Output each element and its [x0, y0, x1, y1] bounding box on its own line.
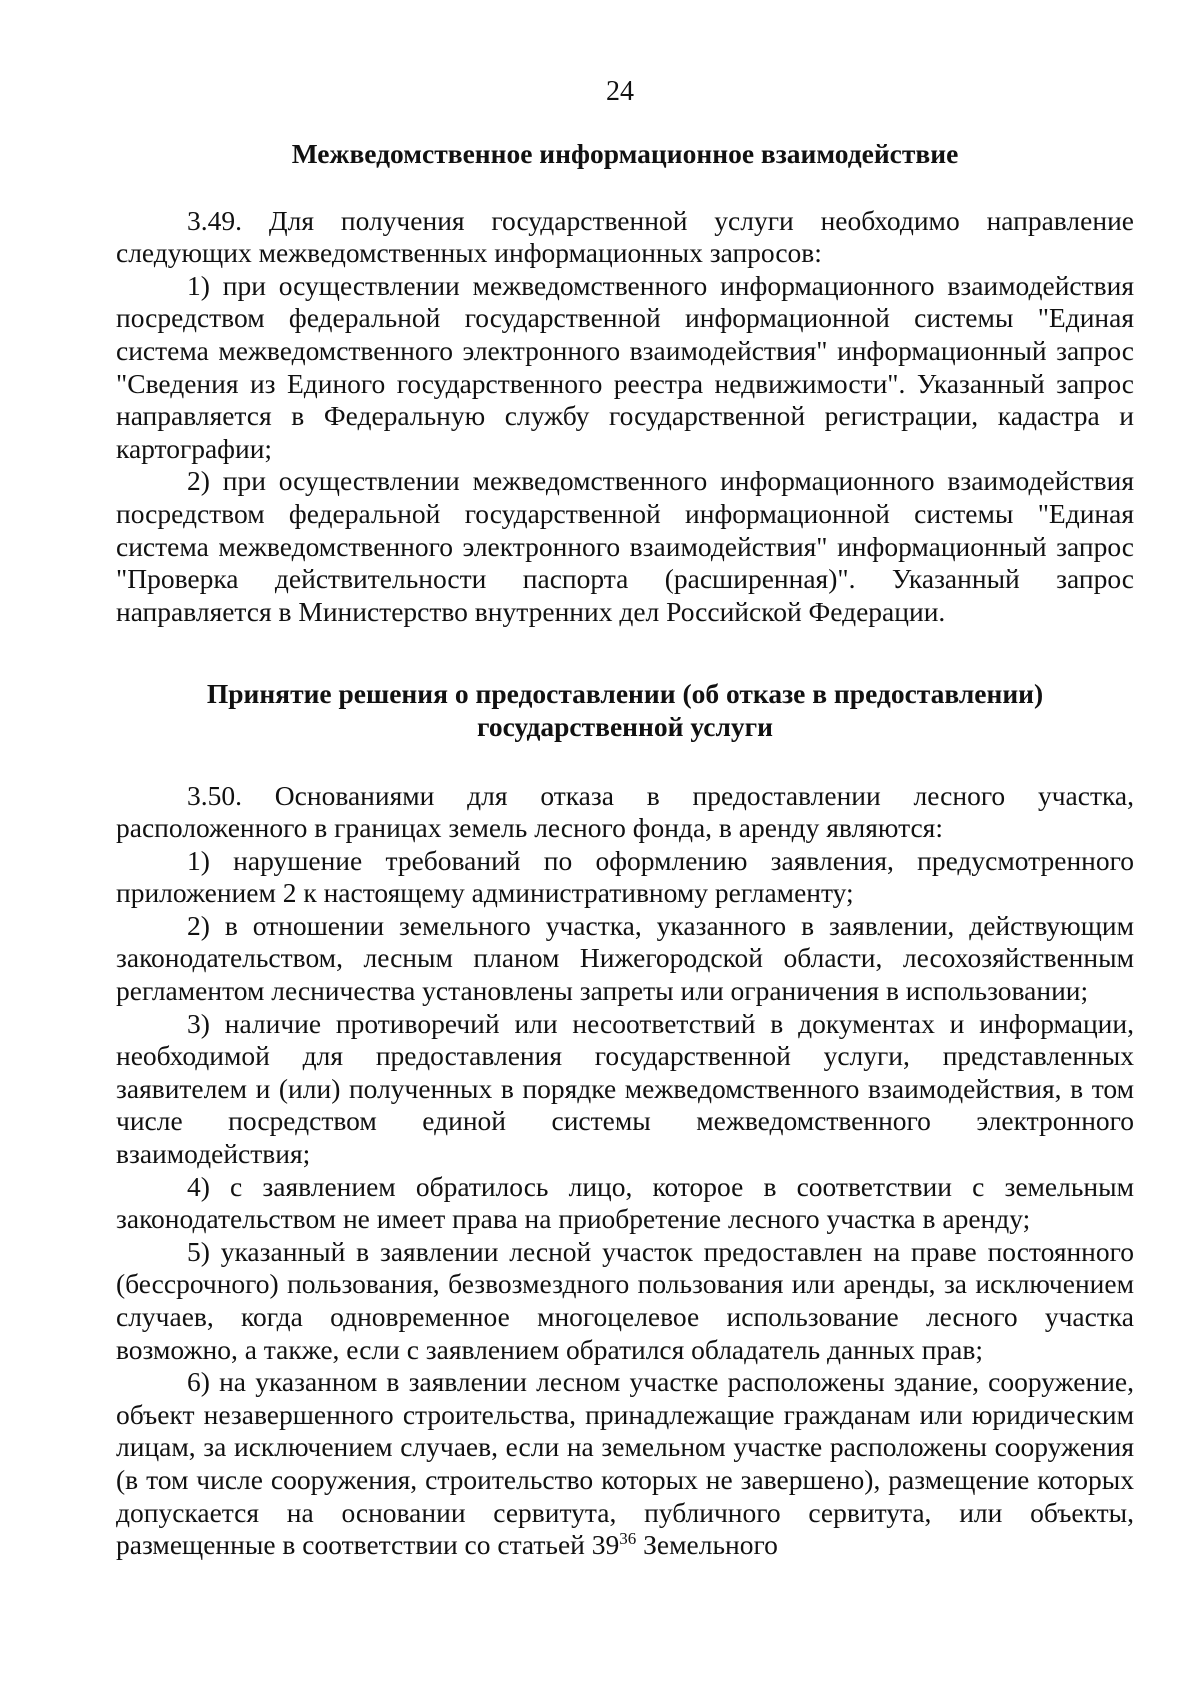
refusal-item-6-text-end: Земельного [636, 1529, 778, 1561]
section-heading-decision [116, 678, 1134, 743]
list-item-1: 1) при осуществлении межведомственного информационного взаимодействия посредством федеральной государственной информационной системы "Единая система межведомственного электронного взаимодействия" информационный запрос "Сведения из Единого государственного реестра недвижимости". Указанный запрос направляется в Федеральную службу государственной регистрации, кадастра и картографии; [116, 269, 1134, 464]
page-content [116, 138, 1134, 1562]
page-number: 24 [606, 76, 634, 107]
section-heading-interagency: Межведомственное информационное взаимодействие [291, 138, 959, 169]
refusal-item-3: 3) наличие противоречий или несоответствий в документах и информации, необходимой для предоставления государственной услуги, представленных заявителем и (или) полученных в порядке межведомственного взаимодействия, в том числе посредством единой системы межведомственного электронного взаимодействия; [116, 1007, 1134, 1170]
list-item-2: 2) при осуществлении межведомственного информационного взаимодействия посредством федеральной государственной информационной системы "Единая система межведомственного электронного взаимодействия" информационный запрос "Проверка действительности паспорта (расширенная)". Указанный запрос направляется в Министерство внутренних дел Российской Федерации. [116, 465, 1134, 627]
article-superscript: 36 [619, 1529, 637, 1548]
section-heading-decision-line2: государственной услуги [477, 710, 773, 742]
refusal-item-4: 4) с заявлением обратилось лицо, которое в соответствии с земельным законодательством не имеет права на приобретение лесного участка в аренду; [116, 1170, 1134, 1235]
section-heading-decision-line1: Принятие решения о предоставлении (об отказе в предоставлении) [206, 678, 1044, 710]
paragraph-3-49: 3.49. Для получения государственной услуги необходимо направление следующих межведомственных информационных запросов: [116, 204, 1134, 269]
paragraph-3-50: 3.50. Основаниями для отказа в предоставлении лесного участка, расположенного в границах земель лесного фонда, в аренду являются: [116, 779, 1134, 844]
refusal-item-2: 2) в отношении земельного участка, указанного в заявлении, действующим законодательством, лесным планом Нижегородской области, лесохозяйственным регламентом лесничества установлены запреты или ограничения в использовании; [116, 909, 1134, 1007]
refusal-item-6-text: 6) на указанном в заявлении лесном участке расположены здание, сооружение, объект незавершенного строительства, принадлежащие гражданам или юридическим лицам, за исключением случаев, если на земельном участке расположены сооружения (в том числе сооружения, строительство которых не завершено), размещение которых допускается на основании сервитута, публичного сервитута, или объекты, размещенные в соответствии со статьей 39 [116, 1366, 1134, 1561]
refusal-item-1: 1) нарушение требований по оформлению заявления, предусмотренного приложением 2 к настоящему административному регламенту; [116, 844, 1134, 909]
refusal-item-5: 5) указанный в заявлении лесной участок предоставлен на праве постоянного (бессрочного) пользования, безвозмездного пользования или аренды, за исключением случаев, когда одновременное многоцелевое использование лесного участка возможно, а также, если с заявлением обратился обладатель данных прав; [116, 1235, 1134, 1365]
refusal-item-6 [116, 1366, 1134, 1562]
